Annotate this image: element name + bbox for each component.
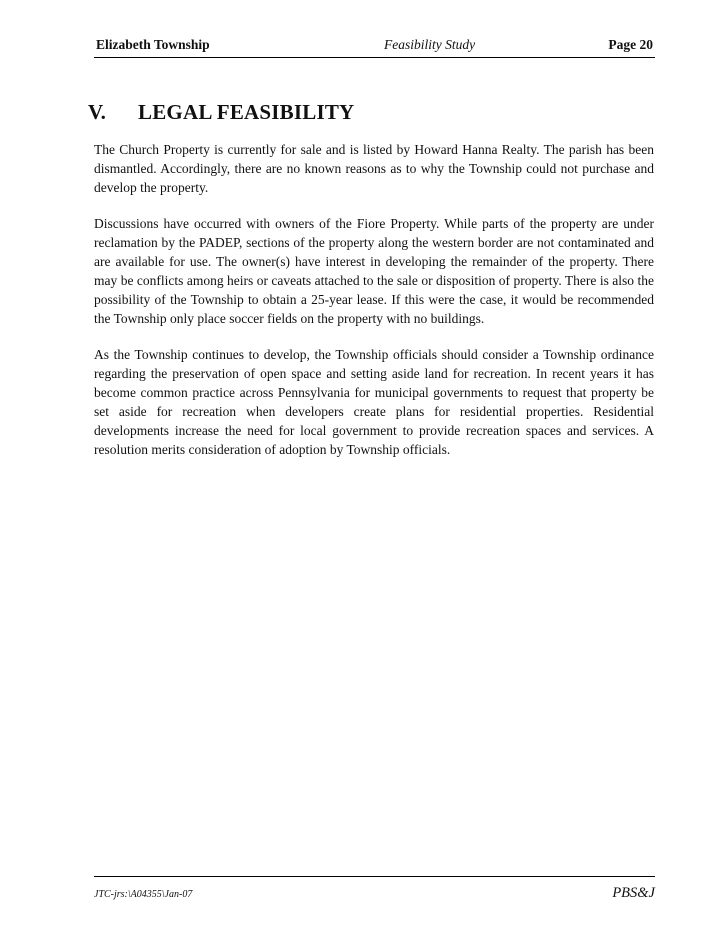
section-number: V. [88, 100, 107, 124]
section-title: LEGAL FEASIBILITY [138, 100, 355, 124]
header-document-title: Feasibility Study [384, 37, 476, 52]
header-organization: Elizabeth Township [96, 37, 210, 52]
paragraph-township-ordinance: As the Township continues to develop, the Township officials should consider a Township ordinance regarding the preservation of open space and setting aside land for recreation. In recent years it has become common practice across Pennsylvania for municipal governments to request that property be set aside for recreation when developers create plans for residential properties. Residential developments increase the need for local government to provide recreation spaces and services. A resolution merits consideration of adoption by Township officials. [94, 347, 654, 457]
header-page-number: Page 20 [608, 37, 653, 52]
body-content [94, 140, 654, 476]
footer-company: PBS&J [612, 885, 655, 901]
footer-file-reference: JTC-jrs:\A04355\Jan-07 [94, 889, 193, 900]
page-footer [94, 876, 655, 907]
paragraph-church-property: The Church Property is currently for sale and is listed by Howard Hanna Realty. The parish has been dismantled. Accordingly, there are no known reasons as to why the Township could not purchase and develop the property. [94, 142, 654, 195]
paragraph-fiore-property: Discussions have occurred with owners of the Fiore Property. While parts of the property are under reclamation by the PADEP, sections of the property along the western border are not contaminated and are available for use. The owner(s) have interest in developing the remainder of the property. There may be conflicts among heirs or caveats attached to the sale or disposition of property. There is also the possibility of the Township to obtain a 25-year lease. If this were the case, it would be recommended the Township only place soccer fields on the property with no buildings. [94, 216, 654, 326]
section-heading [88, 100, 354, 125]
page-header [94, 27, 655, 58]
